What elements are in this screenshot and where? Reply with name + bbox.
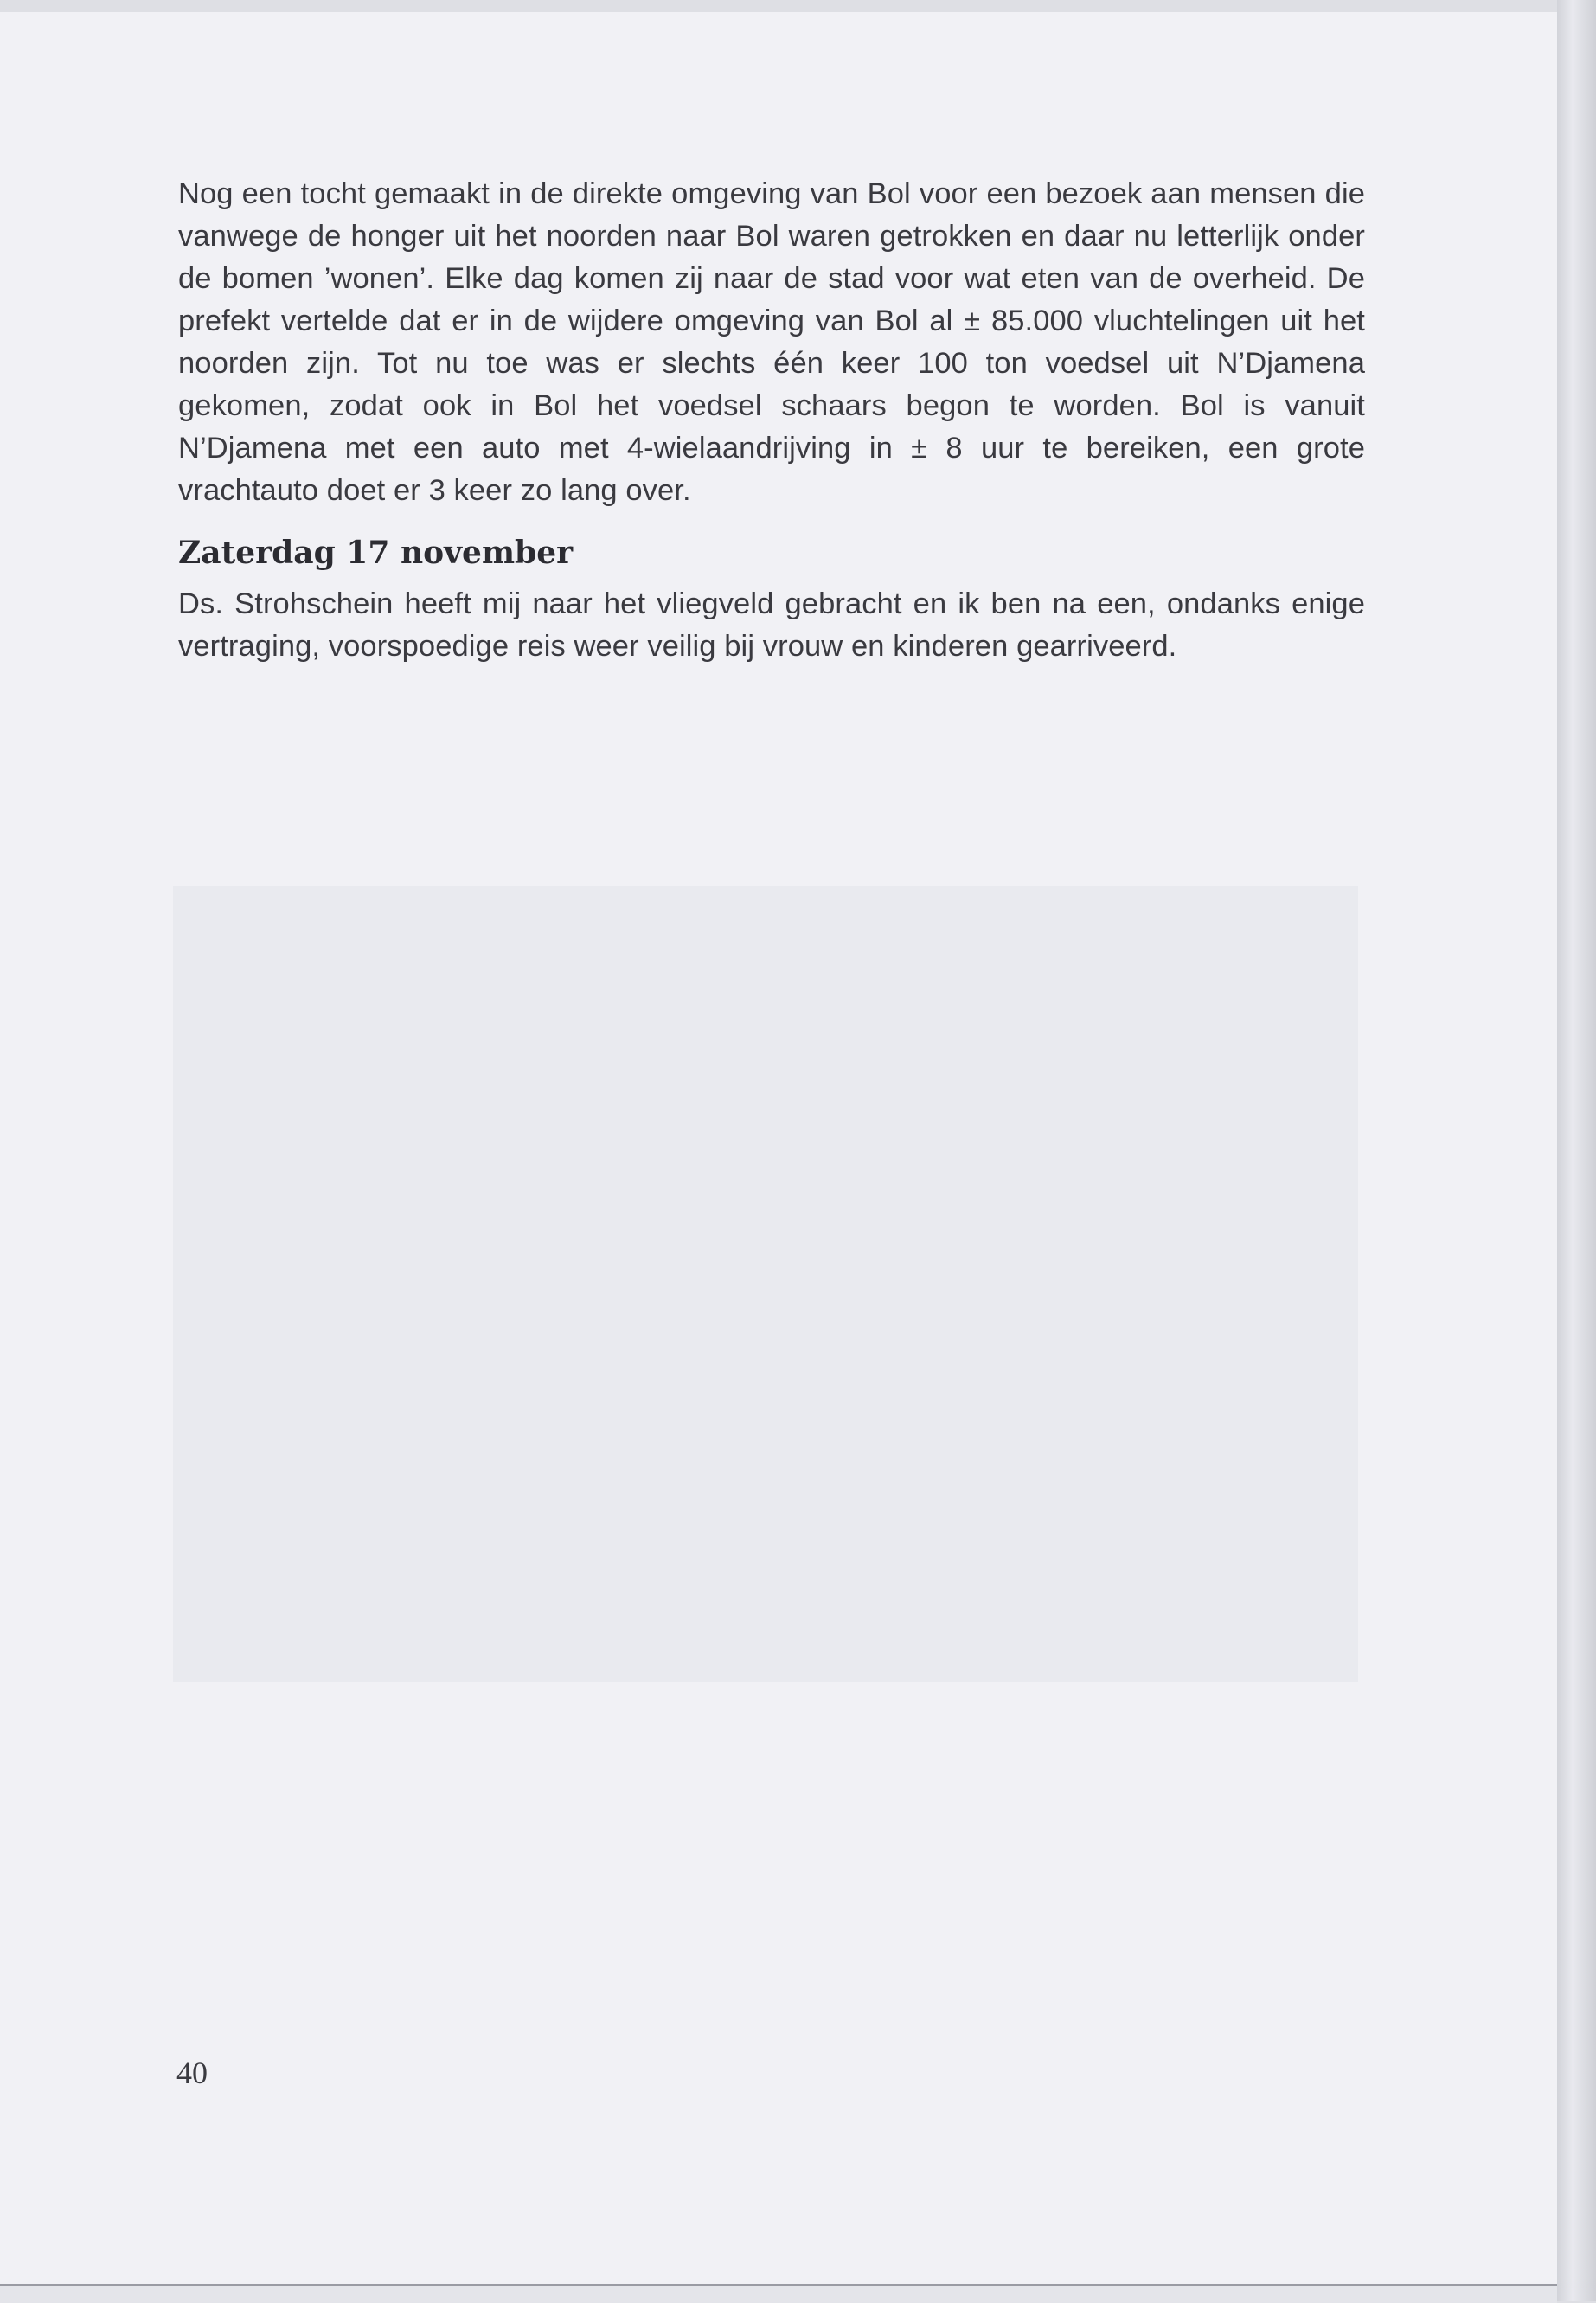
show-through-area xyxy=(173,886,1358,1682)
bottom-edge xyxy=(0,2284,1557,2303)
paragraph: Nog een tocht gemaakt in de direkte omgeving van Bol voor een bezoek aan mensen die vanwege de honger uit het noorden naar Bol waren getrokken en daar nu letterlijk onder de bomen ’wonen’. Elke dag komen zij naar de stad voor wat eten van de overheid. De prefekt vertelde dat er in de wijdere omgeving van Bol al ± 85.000 vluchtelingen uit het noorden zijn. Tot nu toe was er slechts één keer 100 ton voedsel uit N’Djamena gekomen, zodat ook in Bol het voedsel schaars begon te worden. Bol is vanuit N’Djamena met een auto met 4-wielaandrijving in ± 8 uur te bereiken, een grote vrachtauto doet er 3 keer zo lang over. xyxy=(178,177,1365,507)
document-page xyxy=(0,12,1557,2284)
page-number: 40 xyxy=(176,2056,208,2090)
page-edge xyxy=(1557,0,1596,2301)
page-body xyxy=(178,173,1365,668)
section-heading: Zaterdag 17 november xyxy=(178,535,574,571)
paragraph: Ds. Strohschein heeft mij naar het vliegveld gebracht en ik ben na een, ondanks enige vertraging, voorspoedige reis weer veilig bij vrouw en kinderen gearriveerd. xyxy=(178,587,1365,663)
